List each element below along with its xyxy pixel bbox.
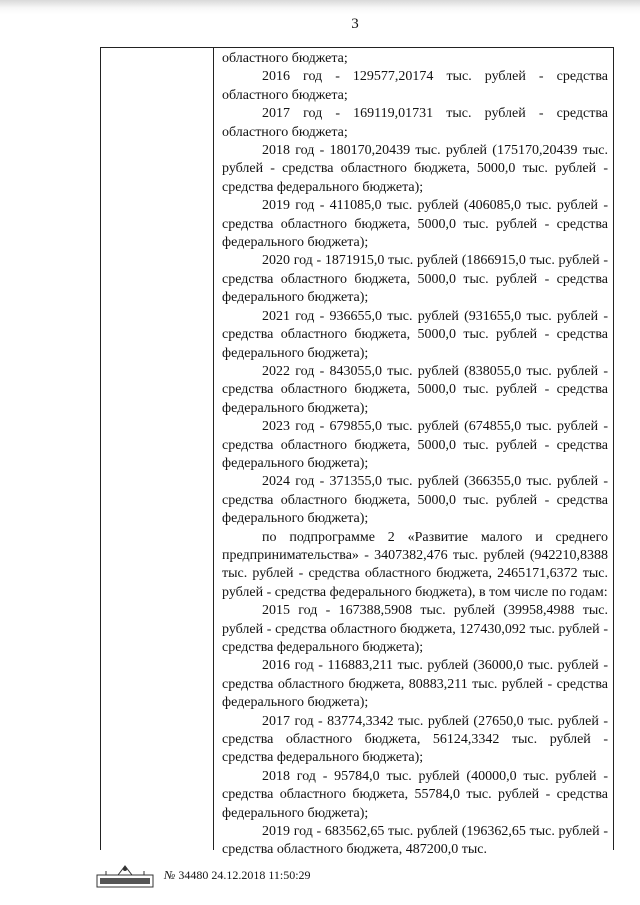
budget-paragraph: 2019 год - 683562,65 тыс. рублей (196362,65 тыс. рублей - средства областного бюджета, 487200,0 тыс. [222,824,608,858]
budget-paragraph: 2023 год - 679855,0 тыс. рублей (674855,0 тыс. рублей - средства областного бюджета, 5000,0 тыс. рублей - средства федерального бюджета); [222,419,608,471]
footer-doc-info [164,868,311,883]
scan-edge-shadow [0,0,640,14]
budget-paragraph: областного бюджета; [222,51,348,66]
registry-stamp-icon [96,862,154,888]
budget-paragraph: 2015 год - 167388,5908 тыс. рублей (39958,4988 тыс. рублей - средства областного бюджета, 127430,092 тыс. рублей - средства федерального бюджета); [222,603,608,655]
column-divider [213,47,214,850]
budget-paragraph: 2020 год - 1871915,0 тыс. рублей (1866915,0 тыс. рублей - средства областного бюджета, 5000,0 тыс. рублей - средства федерального бюджета); [222,253,608,306]
page-number: 3 [351,16,359,32]
budget-paragraph: 2017 год - 83774,3342 тыс. рублей (27650,0 тыс. рублей - средства областного бюджета, 56124,3342 тыс. рублей - средства федерального бюджета); [222,713,608,766]
number-sign: № [164,867,176,882]
budget-paragraph: 2022 год - 843055,0 тыс. рублей (838055,0 тыс. рублей - средства областного бюджета, 5000,0 тыс. рублей - средства федерального бюджета); [222,363,608,416]
doc-registration-info: 34480 24.12.2018 11:50:29 [178,867,311,882]
budget-paragraph: 2016 год - 116883,211 тыс. рублей (36000,0 тыс. рублей - средства областного бюджета, 80883,211 тыс. рублей - средства федерального бюджета); [222,658,608,711]
budget-paragraph: 2021 год - 936655,0 тыс. рублей (931655,0 тыс. рублей - средства областного бюджета, 5000,0 тыс. рублей - средства федерального бюджета); [222,308,608,361]
budget-paragraph: 2018 год - 95784,0 тыс. рублей (40000,0 тыс. рублей - средства областного бюджета, 55784,0 тыс. рублей - средства федерального бюджета); [222,768,608,821]
document-footer [96,860,311,890]
budget-paragraph: 2017 год - 169119,01731 тыс. рублей - средства областного бюджета; [222,106,608,140]
budget-paragraph: по подпрограмме 2 «Развитие малого и среднего предпринимательства» - 3407382,476 тыс. рублей (942210,8388 тыс. рублей - средства областного бюджета, 2465171,6372 тыс. рублей - средства федерального бюджета), в том числе по годам: [222,529,608,600]
budget-text-cell [222,50,608,860]
budget-paragraph: 2024 год - 371355,0 тыс. рублей (366355,0 тыс. рублей - средства областного бюджета, 5000,0 тыс. рублей - средства федерального бюджета); [222,474,608,527]
budget-paragraph: 2018 год - 180170,20439 тыс. рублей (175170,20439 тыс. рублей - средства областного бюджета, 5000,0 тыс. рублей - средства федерального бюджета); [222,143,608,195]
budget-paragraph: 2016 год - 129577,20174 тыс. рублей - средства областного бюджета; [222,69,608,103]
budget-paragraph: 2019 год - 411085,0 тыс. рублей (406085,0 тыс. рублей - средства областного бюджета, 5000,0 тыс. рублей - средства федерального бюджета); [222,198,608,251]
